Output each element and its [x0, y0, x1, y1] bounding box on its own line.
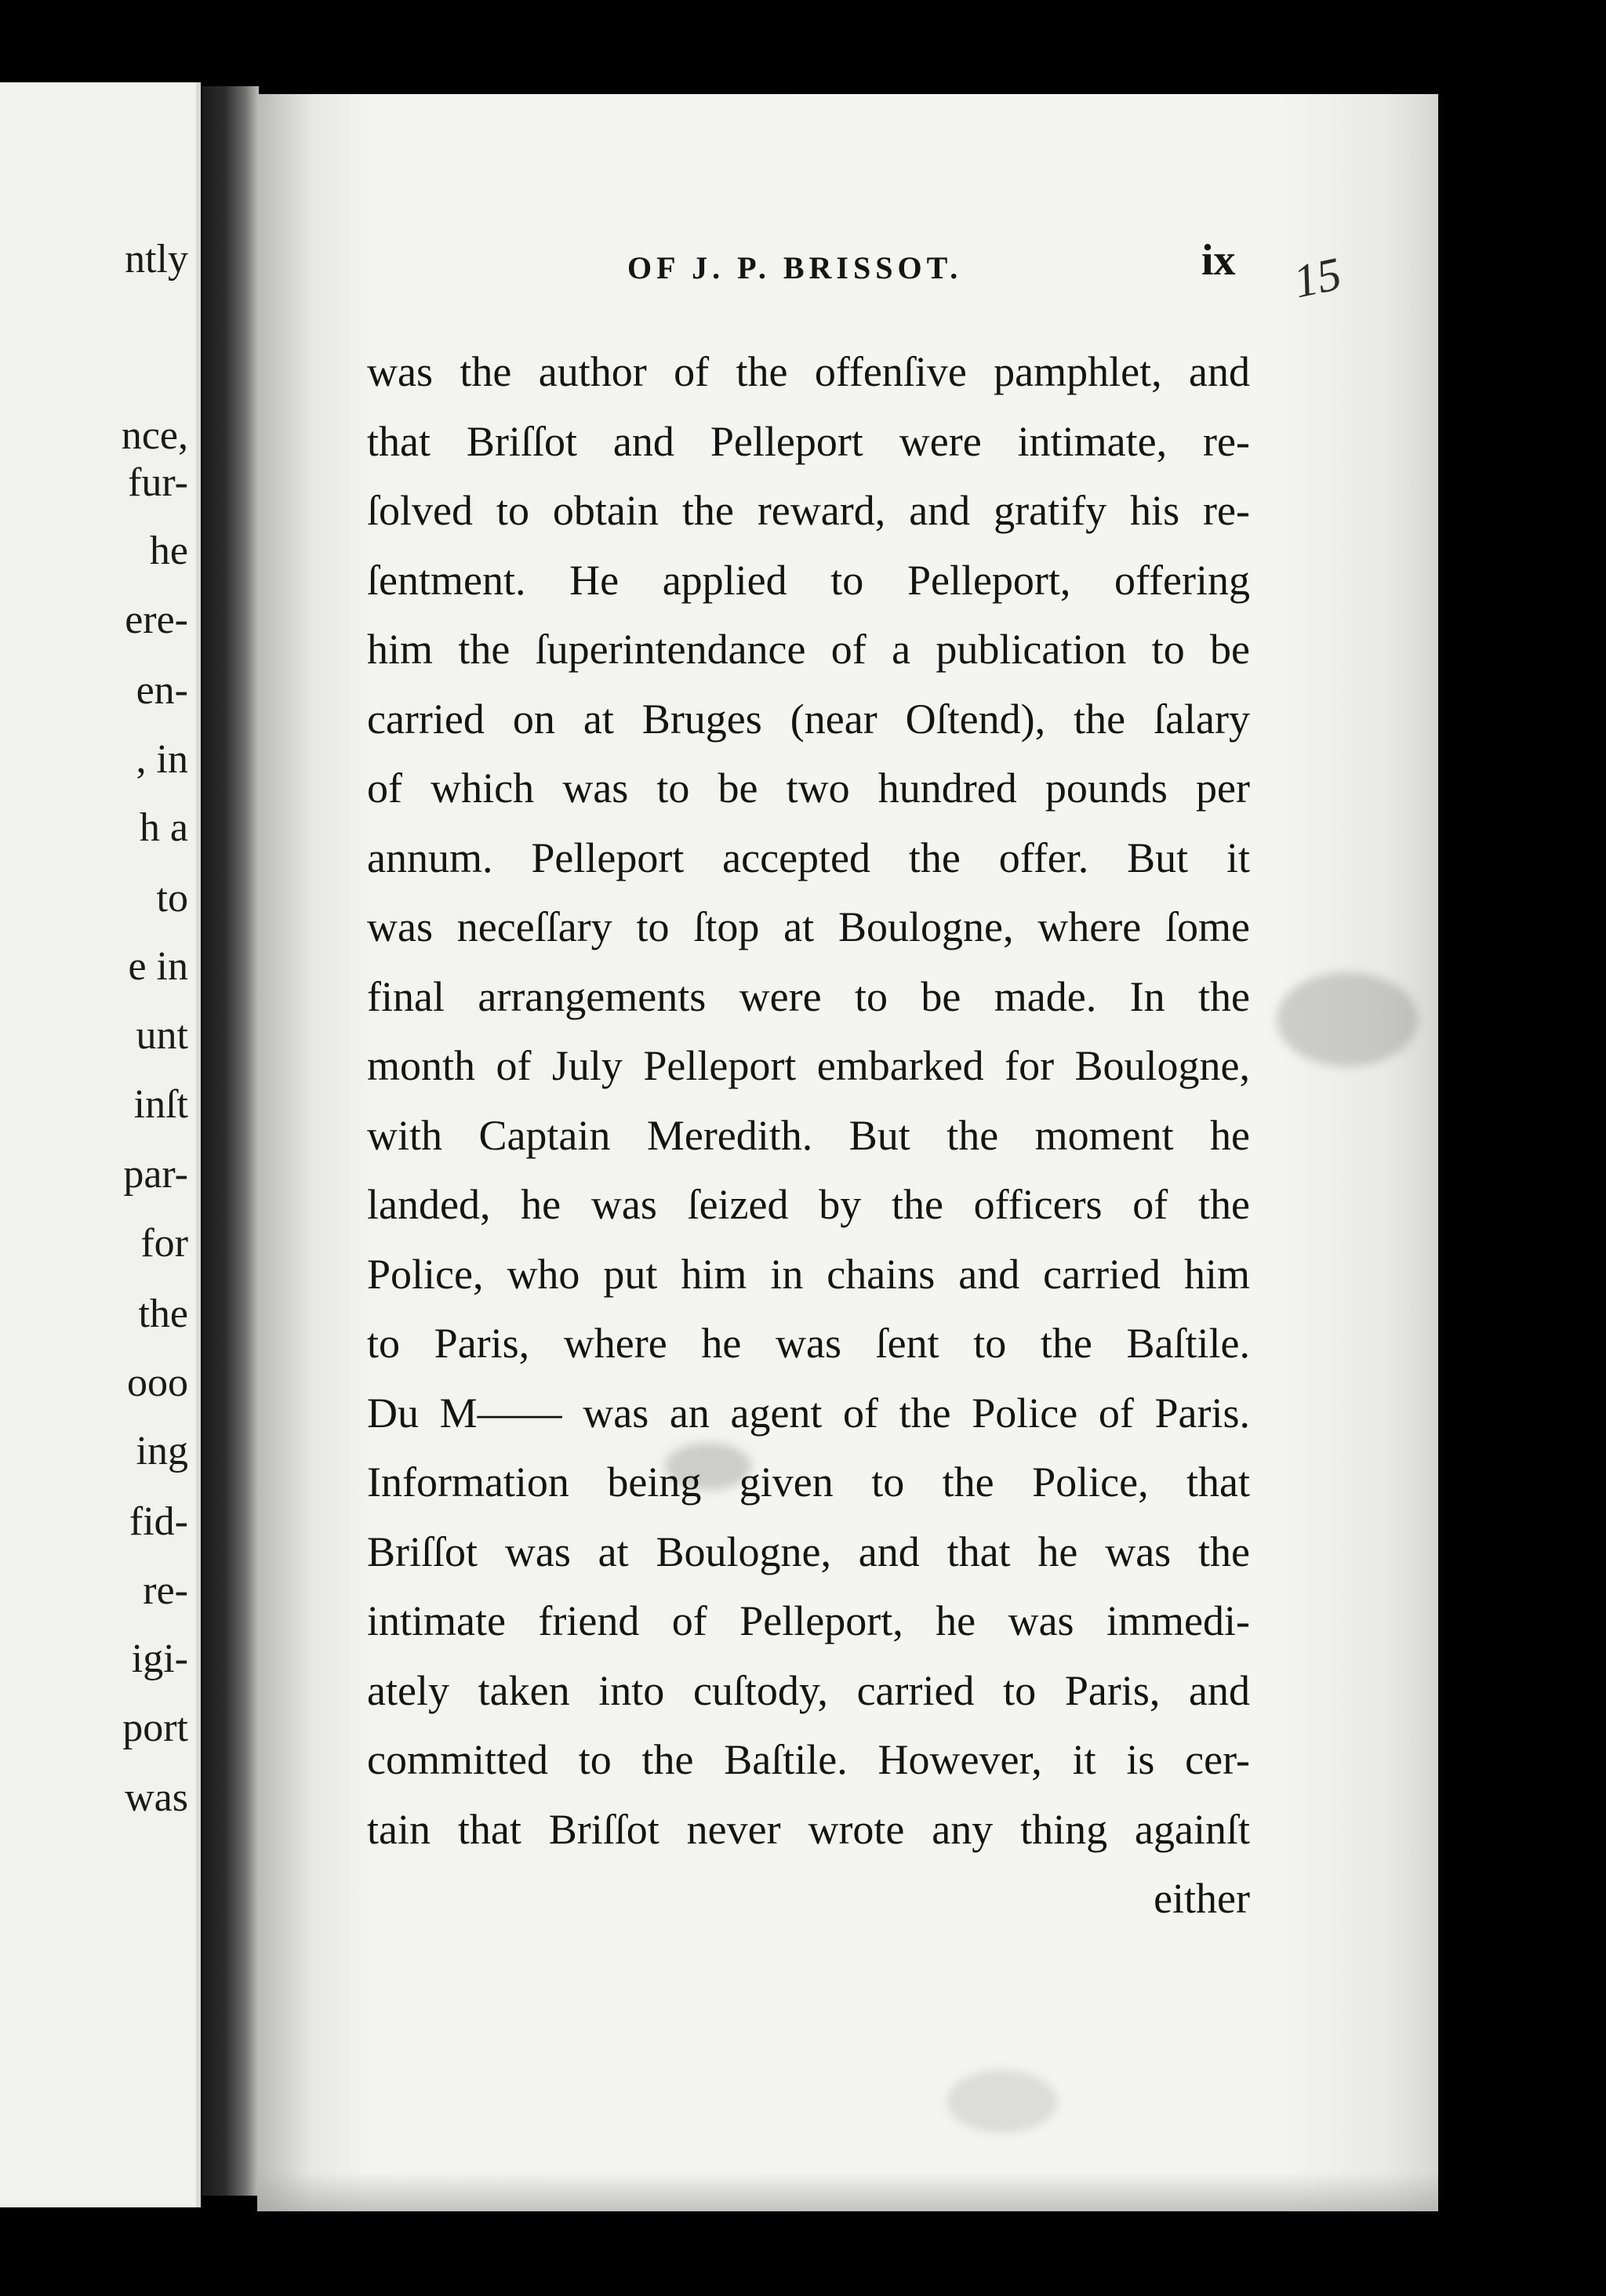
left-page-line-fragment: ing	[136, 1429, 188, 1473]
catchword: either	[1154, 1875, 1250, 1922]
text-line: final arrangements were to be made. In the	[367, 972, 1250, 1020]
left-page-line-fragment: fur-	[128, 460, 188, 505]
text-line: landed, he was ſeized by the officers of the	[367, 1181, 1250, 1228]
left-page-line-fragment: h a	[139, 805, 188, 850]
left-page-line-fragment: igi-	[131, 1637, 188, 1681]
page-number: ix	[1201, 236, 1236, 285]
left-page-line-fragment: nce,	[121, 413, 188, 458]
text-line: him the ſuperintendance of a publication to be	[367, 626, 1250, 673]
left-page-line-fragment: en-	[136, 668, 188, 713]
text-line: was the author of the offenſive pamphlet, and	[367, 348, 1250, 395]
left-page-line-fragment: unt	[136, 1013, 188, 1058]
ink-smudge	[1277, 972, 1418, 1066]
text-line: intimate friend of Pelleport, he was immedi-	[367, 1597, 1250, 1644]
text-line: was neceſſary to ſtop at Boulogne, where ſome	[367, 903, 1250, 950]
text-line: to Paris, where he was ſent to the Baſtile.	[367, 1320, 1250, 1367]
left-page-line-fragment: , in	[136, 737, 188, 782]
text-line: Police, who put him in chains and carried him	[367, 1250, 1250, 1298]
text-line: ſolved to obtain the reward, and gratify his re-	[367, 487, 1250, 534]
text-line: ſentment. He applied to Pelleport, offering	[367, 556, 1250, 604]
left-page-line-fragment: re-	[143, 1568, 188, 1613]
book-gutter	[202, 86, 259, 2196]
text-line: ately taken into cuſtody, carried to Paris, and	[367, 1666, 1250, 1714]
left-page-line-fragment: e in	[128, 944, 188, 989]
text-line: Briſſot was at Boulogne, and that he was the	[367, 1528, 1250, 1575]
left-page-line-fragment: was	[125, 1775, 188, 1820]
left-page-line-fragment: for	[140, 1221, 188, 1266]
left-page-line-fragment: to	[156, 876, 188, 921]
text-line: Du M—— was an agent of the Police of Paris.	[367, 1389, 1250, 1437]
text-line: committed to the Baſtile. However, it is cer-	[367, 1736, 1250, 1783]
handwritten-margin-annotation: 15	[1288, 247, 1346, 308]
ink-smudge	[947, 2070, 1057, 2133]
running-head: OF J. P. BRISSOT.	[627, 250, 963, 285]
left-page-line-fragment: par-	[123, 1152, 188, 1197]
text-line: that Briſſot and Pelleport were intimate, re-	[367, 417, 1250, 465]
page-edge-shadow	[257, 2172, 1438, 2211]
left-page-line-fragment: ere-	[125, 598, 188, 642]
left-page-line-fragment: fid-	[129, 1499, 188, 1544]
body-text	[367, 337, 1250, 1934]
text-line: Information being given to the Police, that	[367, 1459, 1250, 1506]
text-line: month of July Pelleport embarked for Boulogne,	[367, 1042, 1250, 1089]
left-page-line-fragment: port	[122, 1706, 188, 1750]
left-page-line-fragment: ooo	[127, 1361, 188, 1405]
left-page-line-fragment: the	[138, 1292, 188, 1336]
text-line: carried on at Bruges (near Oſtend), the ſalary	[367, 695, 1250, 743]
left-page-line-fragment: he	[149, 529, 188, 573]
text-line: of which was to be two hundred pounds per	[367, 765, 1250, 812]
text-line: tain that Briſſot never wrote any thing againſt	[367, 1805, 1250, 1853]
left-page-line-fragment: ntly	[125, 237, 188, 282]
left-page-line-fragment: inſt	[133, 1082, 188, 1127]
left-facing-page	[0, 82, 201, 2207]
text-line: with Captain Meredith. But the moment he	[367, 1111, 1250, 1159]
text-line: annum. Pelleport accepted the offer. But it	[367, 834, 1250, 881]
